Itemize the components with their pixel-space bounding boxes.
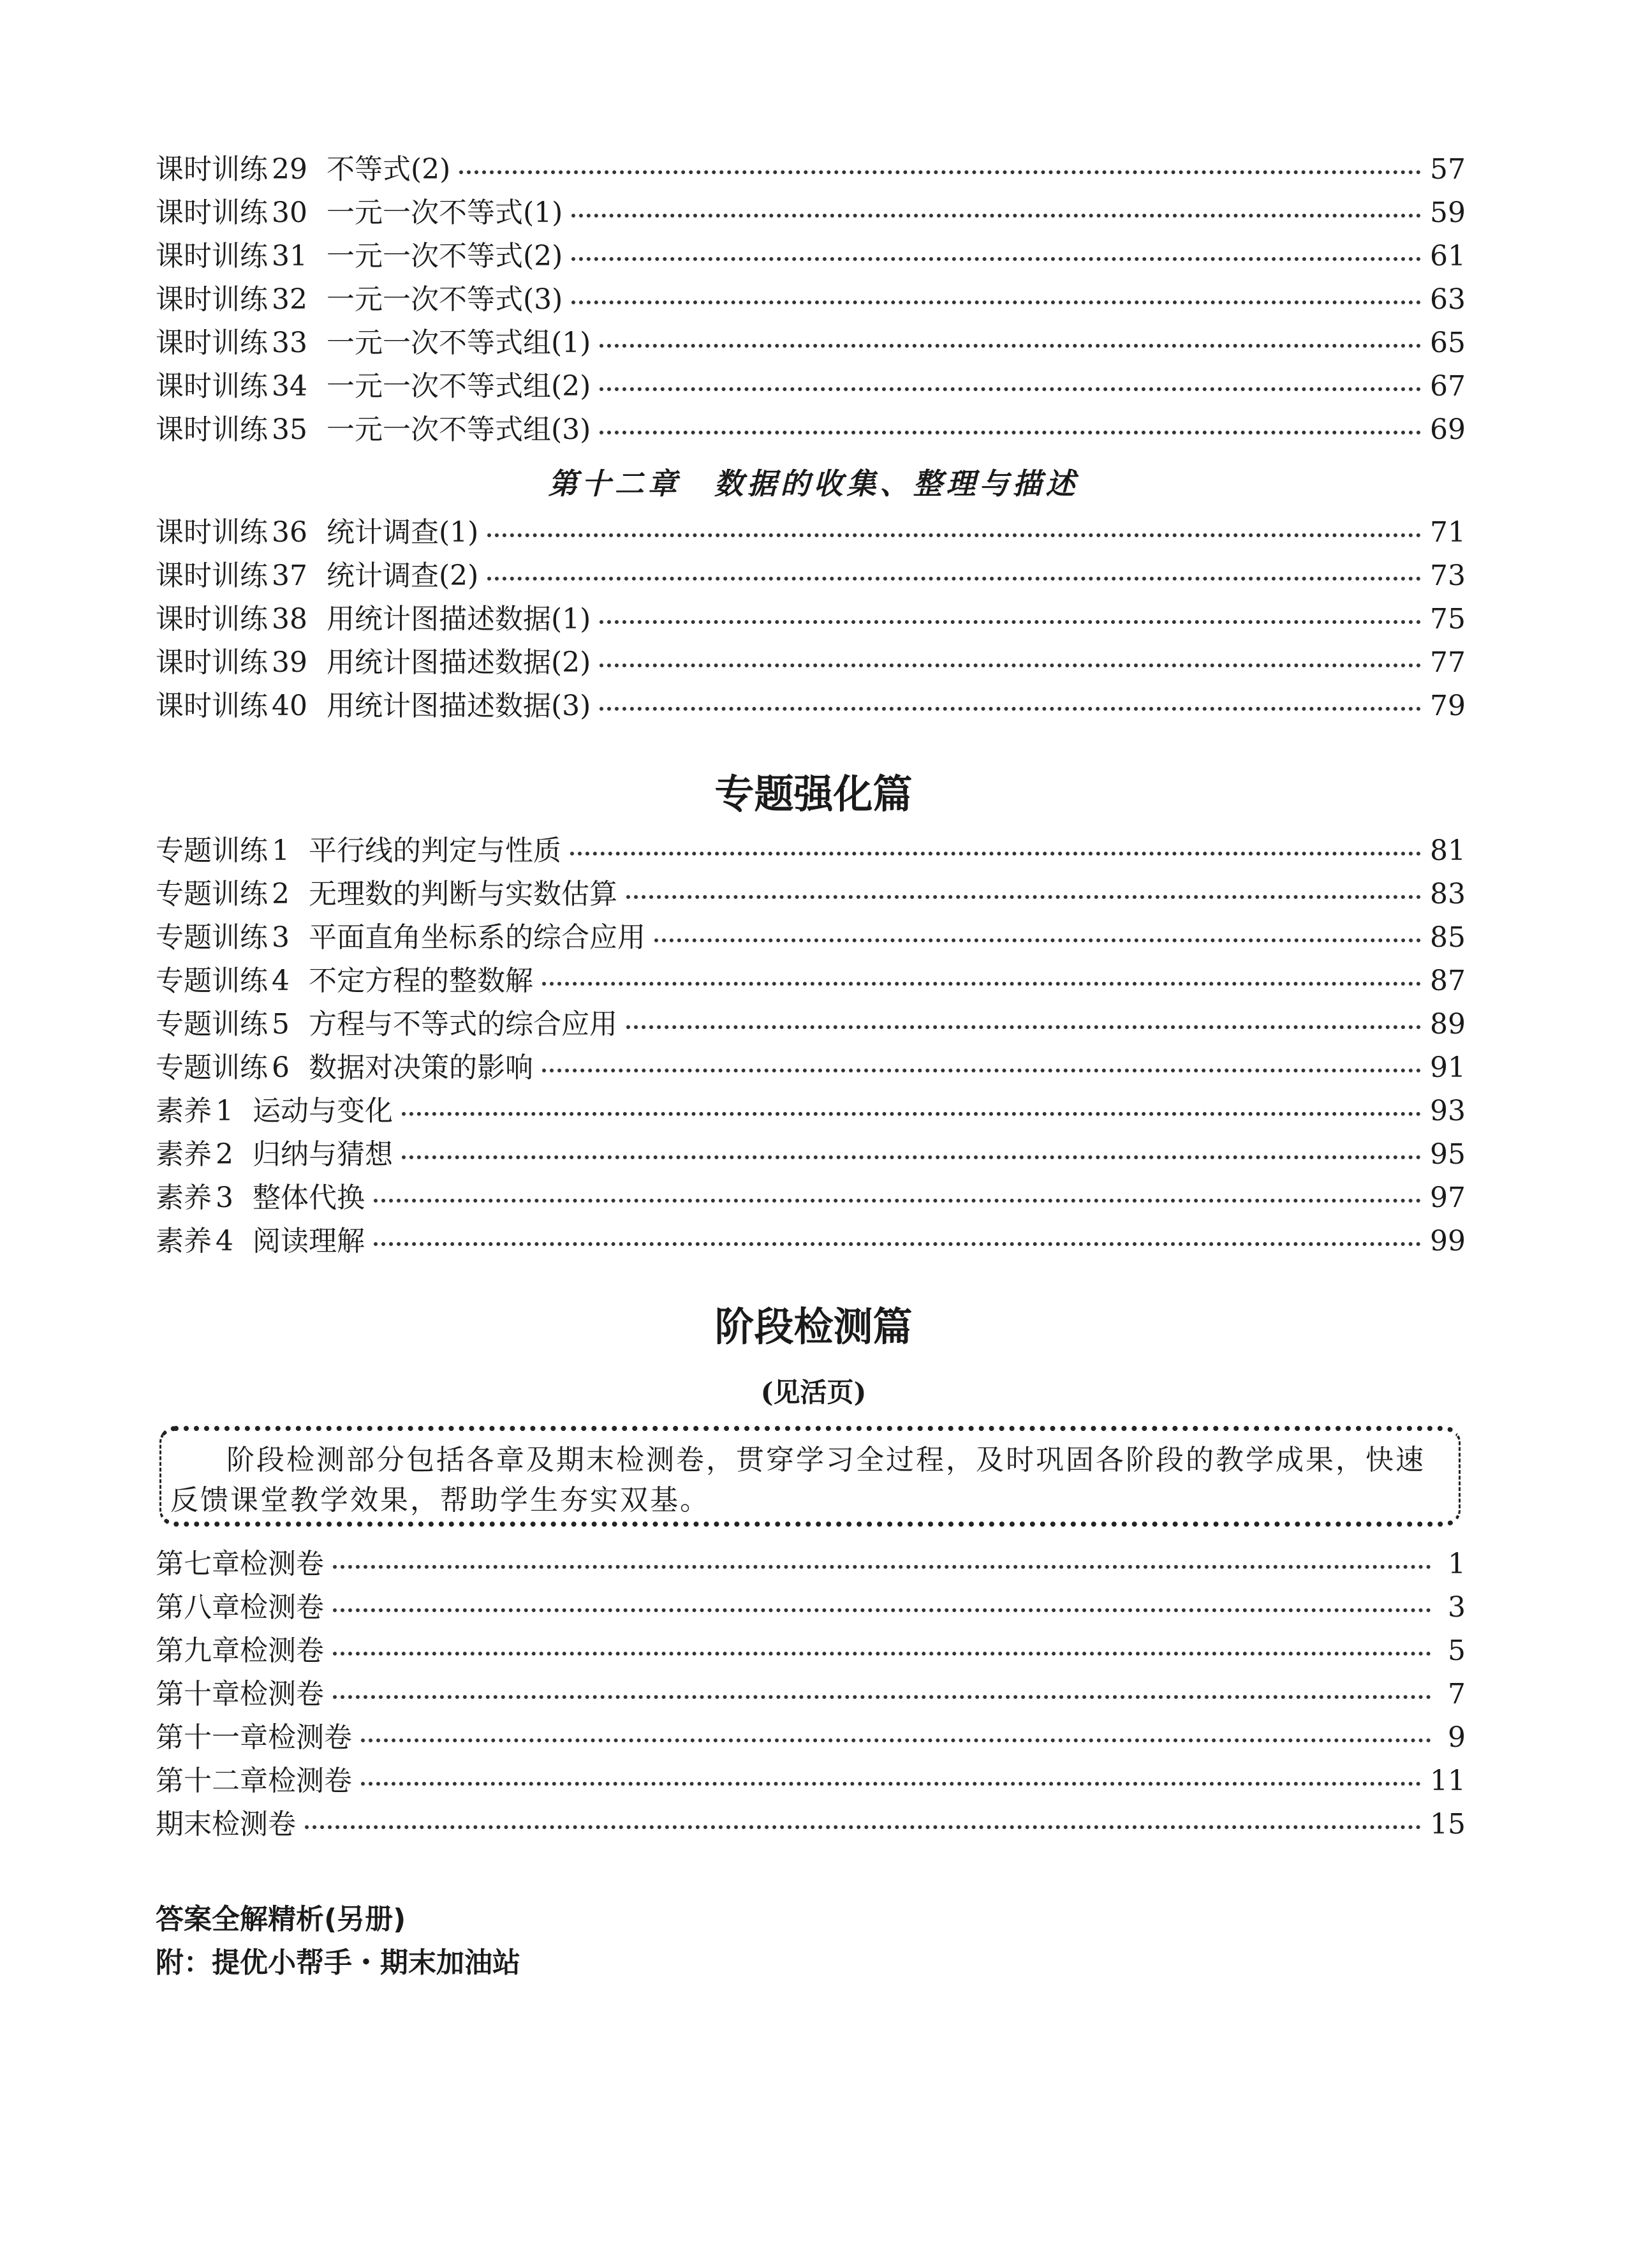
entry-label: 课时训练 [156,516,268,549]
toc-entry[interactable] [156,641,1466,685]
entry-number: 3 [272,921,290,954]
entry-label: 课时训练 [156,603,268,635]
toc-entry[interactable] [156,1133,1466,1176]
toc-section-lessons-29-35 [156,148,1466,452]
entry-title: 不等式(2) [327,153,451,186]
entry-label: 课时训练 [156,153,268,186]
dot-leader [600,707,1421,711]
toc-entry[interactable] [156,554,1466,598]
appendix-note: 附：提优小帮手・期末加油站 [156,1946,520,1979]
toc-entry[interactable] [156,1003,1466,1046]
entry-number: 36 [272,516,307,549]
entry-title: 阅读理解 [253,1225,365,1257]
dot-leader [600,431,1421,434]
entry-number: 32 [272,283,307,316]
toc-entry[interactable] [156,1629,1466,1673]
dot-leader [571,300,1421,304]
page-number: 69 [1430,413,1466,446]
page-number: 7 [1448,1678,1466,1710]
entry-number: 4 [216,1225,233,1257]
page-number: 89 [1430,1008,1466,1041]
entry-number: 6 [272,1051,290,1084]
entry-label: 专题训练 [156,1008,268,1041]
info-box [159,1426,1461,1527]
entry-title: 第九章检测卷 [156,1634,324,1667]
entry-title: 平面直角坐标系的综合应用 [309,921,645,954]
dot-leader [459,170,1421,174]
entry-label: 课时训练 [156,690,268,722]
entry-label: 素养 [156,1225,212,1257]
entry-number: 1 [216,1095,233,1127]
entry-label: 课时训练 [156,560,268,592]
page-number: 67 [1430,370,1466,403]
entry-title: 一元一次不等式组(2) [327,370,591,403]
dot-leader [600,663,1421,667]
page-number: 91 [1430,1051,1466,1084]
dot-leader [571,257,1421,261]
toc-entry[interactable] [156,960,1466,1003]
toc-entry[interactable] [156,191,1466,235]
dot-leader [571,214,1421,218]
entry-label: 素养 [156,1095,212,1127]
entry-label: 专题训练 [156,965,268,997]
page-number: 3 [1448,1591,1466,1624]
page-number: 59 [1430,196,1466,229]
entry-label: 课时训练 [156,283,268,316]
page-number: 1 [1448,1548,1466,1580]
toc-entry[interactable] [156,1046,1466,1090]
toc-section-tests [156,1543,1466,1846]
toc-entry[interactable] [156,1220,1466,1263]
toc-entry[interactable] [156,829,1466,873]
toc-entry[interactable] [156,1586,1466,1629]
entry-title: 第八章检测卷 [156,1591,324,1624]
entry-number: 30 [272,196,307,229]
entry-title: 用统计图描述数据(1) [327,603,591,635]
info-box-text: 阶段检测部分包括各章及期末检测卷，贯穿学习全过程，及时巩固各阶段的教学成果，快速反馈课堂教学效果，帮助学生夯实双基。 [170,1444,1425,1516]
part-test-note: (见活页) [760,1377,867,1408]
page-number: 83 [1430,878,1466,910]
dot-leader [600,387,1421,391]
entry-title: 整体代换 [253,1182,365,1214]
entry-title: 无理数的判断与实数估算 [309,878,617,910]
entry-label: 专题训练 [156,878,268,910]
dot-leader [600,620,1421,624]
entry-title: 运动与变化 [253,1095,393,1127]
dot-leader [333,1695,1431,1699]
entry-title: 统计调查(2) [327,560,479,592]
toc-entry[interactable] [156,408,1466,452]
toc-entry[interactable] [156,1673,1466,1716]
page-number: 5 [1448,1634,1466,1667]
dot-leader [333,1608,1431,1612]
entry-title: 第七章检测卷 [156,1548,324,1580]
dot-leader [402,1155,1421,1159]
entry-number: 39 [272,646,307,679]
page-number: 81 [1430,834,1466,867]
dot-leader [487,577,1421,581]
entry-label: 专题训练 [156,921,268,954]
toc-entry[interactable] [156,598,1466,641]
entry-title: 第十二章检测卷 [156,1765,352,1797]
entry-number: 31 [272,240,307,272]
toc-entry[interactable] [156,1176,1466,1220]
entry-title: 一元一次不等式(1) [327,196,563,229]
entry-title: 用统计图描述数据(3) [327,690,591,722]
toc-entry[interactable] [156,278,1466,322]
dot-leader [626,895,1421,899]
toc-entry[interactable] [156,1760,1466,1803]
dot-leader [542,1069,1421,1072]
page-number: 77 [1430,646,1466,679]
entry-number: 34 [272,370,307,403]
entry-title: 第十一章检测卷 [156,1721,352,1754]
entry-number: 5 [272,1008,290,1041]
entry-label: 课时训练 [156,196,268,229]
page-number: 75 [1430,603,1466,635]
entry-title: 不定方程的整数解 [309,965,533,997]
toc-entry[interactable] [156,235,1466,278]
dot-leader [402,1112,1421,1116]
entry-number: 35 [272,413,307,446]
dot-leader [361,1738,1431,1742]
toc-entry[interactable] [156,916,1466,960]
entry-title: 一元一次不等式组(3) [327,413,591,446]
toc-entry[interactable] [156,148,1466,191]
entry-label: 课时训练 [156,413,268,446]
entry-title: 第十章检测卷 [156,1678,324,1710]
dot-leader [542,982,1421,986]
entry-number: 40 [272,690,307,722]
toc-entry[interactable] [156,511,1466,554]
entry-title: 统计调查(1) [327,516,479,549]
entry-number: 2 [216,1138,233,1171]
page-number: 71 [1430,516,1466,549]
entry-label: 专题训练 [156,1051,268,1084]
entry-label: 专题训练 [156,834,268,867]
entry-title: 期末检测卷 [156,1808,296,1841]
dot-leader [570,852,1421,856]
entry-label: 课时训练 [156,646,268,679]
entry-number: 3 [216,1182,233,1214]
dot-leader [305,1825,1421,1829]
entry-title: 一元一次不等式(2) [327,240,563,272]
entry-title: 数据对决策的影响 [309,1051,533,1084]
page-number: 15 [1430,1808,1466,1841]
toc-entry[interactable] [156,322,1466,365]
dot-leader [374,1199,1421,1203]
entry-number: 29 [272,153,307,186]
page-number: 87 [1430,965,1466,997]
page-number: 65 [1430,327,1466,359]
page-number: 11 [1430,1765,1466,1797]
page-number: 97 [1430,1182,1466,1214]
dot-leader [374,1242,1421,1246]
toc-entry[interactable] [156,1803,1466,1846]
entry-label: 课时训练 [156,327,268,359]
entry-number: 1 [272,834,290,867]
page-number: 99 [1430,1225,1466,1257]
page-number: 93 [1430,1095,1466,1127]
entry-title: 一元一次不等式(3) [327,283,563,316]
entry-title: 一元一次不等式组(1) [327,327,591,359]
dot-leader [333,1565,1431,1569]
part-heading-special: 专题强化篇 [714,771,913,817]
dot-leader [361,1782,1421,1786]
entry-label: 课时训练 [156,370,268,403]
page-number: 79 [1430,690,1466,722]
dot-leader [626,1025,1421,1029]
entry-title: 归纳与猜想 [253,1138,393,1171]
page-number: 61 [1430,240,1466,272]
toc-entry[interactable] [156,365,1466,408]
entry-number: 2 [272,878,290,910]
toc-section-special [156,829,1466,1263]
entry-title: 用统计图描述数据(2) [327,646,591,679]
entry-title: 方程与不等式的综合应用 [309,1008,617,1041]
dot-leader [654,938,1421,942]
dot-leader [600,344,1421,348]
entry-title: 平行线的判定与性质 [309,834,561,867]
toc-entry[interactable] [156,1090,1466,1133]
answers-note: 答案全解精析(另册) [156,1903,406,1936]
page-number: 9 [1448,1721,1466,1754]
toc-entry[interactable] [156,873,1466,916]
page-number: 73 [1430,560,1466,592]
entry-label: 素养 [156,1182,212,1214]
entry-label: 素养 [156,1138,212,1171]
toc-entry[interactable] [156,1716,1466,1760]
page-number: 63 [1430,283,1466,316]
entry-number: 38 [272,603,307,635]
toc-section-lessons-36-40 [156,511,1466,728]
entry-number: 4 [272,965,290,997]
chapter-heading: 第十二章 数据的收集、整理与描述 [548,466,1079,501]
entry-number: 33 [272,327,307,359]
page-number: 57 [1430,153,1466,186]
page-number: 95 [1430,1138,1466,1171]
toc-entry[interactable] [156,685,1466,728]
dot-leader [333,1652,1431,1656]
entry-label: 课时训练 [156,240,268,272]
toc-entry[interactable] [156,1543,1466,1586]
part-heading-test: 阶段检测篇 [714,1303,913,1350]
entry-number: 37 [272,560,307,592]
dot-leader [487,533,1421,537]
page-number: 85 [1430,921,1466,954]
